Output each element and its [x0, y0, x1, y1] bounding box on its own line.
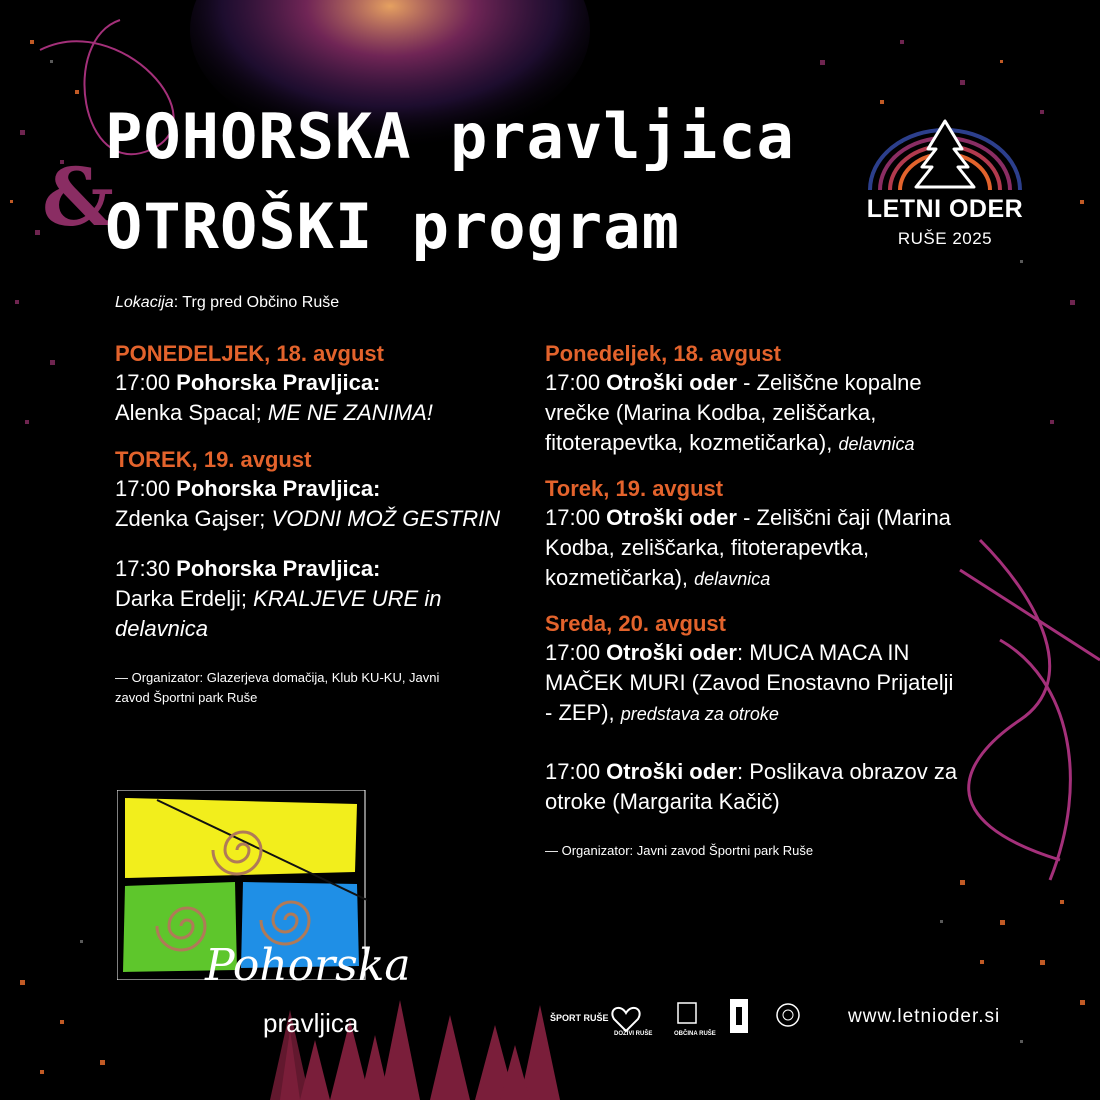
sponsor-obcina-ruse: OBČINA RUŠE — [674, 1031, 716, 1037]
forest-silhouette — [260, 990, 580, 1100]
entry-title: Pohorska Pravljica: — [176, 556, 381, 581]
entry-author: Alenka Spacal; — [115, 400, 268, 425]
day-block — [545, 475, 965, 594]
entry-title: Pohorska Pravljica: — [176, 476, 381, 501]
entry-work: ME NE ZANIMA! — [267, 400, 433, 425]
schedule-entry — [545, 368, 965, 459]
day-heading: Ponedeljek, 18. avgust — [545, 341, 781, 366]
schedule-entry — [545, 503, 965, 594]
emblem-icon — [777, 1004, 799, 1026]
day-heading: Torek, 19. avgust — [545, 476, 724, 501]
title-ampersand: & — [42, 150, 115, 244]
schedule-entry — [545, 638, 965, 729]
entry-note: delavnica — [694, 569, 771, 589]
entry-time: 17:30 — [115, 556, 177, 581]
entry-note: delavnica — [838, 434, 915, 454]
letni-oder-logo — [850, 115, 1040, 255]
entry-time: 17:00 — [115, 370, 177, 395]
day-block — [115, 340, 515, 428]
location — [115, 294, 339, 312]
entry-title: Otroški oder — [606, 640, 737, 665]
location-value: : Trg pred Občino Ruše — [173, 294, 340, 311]
organizer-left: — Organizator: Glazerjeva domačija, Klub KU-KU, Javni zavod Športni park Ruše — [115, 670, 440, 705]
pravljica-subtitle: pravljica — [263, 1008, 359, 1038]
tree-rainbow-icon — [850, 115, 1040, 195]
schedule-entry — [115, 474, 515, 534]
entry-time: 17:00 — [115, 476, 177, 501]
title-line-2: OTROŠKI program — [105, 190, 680, 263]
sponsor-dozivi-ruse: DOŽIVI RUŠE — [614, 1031, 653, 1037]
day-block — [545, 340, 965, 459]
pravljica-title: Pohorska — [205, 940, 411, 991]
entry-desc: - Zeliščne kopalne vrečke (Marina Kodba, zeliščarka, fitoterapevtka, kozmetičarka), — [545, 370, 922, 455]
sponsor-sport-ruse: ŠPORT RUŠE — [550, 1013, 609, 1023]
entry-work: VODNI MOŽ GESTRIN — [271, 506, 501, 531]
website-url[interactable]: www.letnioder.si — [848, 1006, 1001, 1027]
entry-author: Zdenka Gajser; — [115, 506, 272, 531]
entry-desc: : MUCA MACA IN MAČEK MURI (Zavod Enostavno Prijatelji - ZEP), — [545, 640, 954, 725]
day-block — [545, 610, 965, 817]
organizer-right: — Organizator: Javni zavod Športni park Ruše — [545, 843, 814, 858]
entry-author: Darka Erdelji; — [115, 586, 254, 611]
entry-time: 17:00 — [545, 370, 607, 395]
brand-name: LETNI ODER — [866, 195, 1024, 223]
entry-title: Pohorska Pravljica: — [176, 370, 381, 395]
entry-title: Otroški oder — [606, 370, 737, 395]
day-block — [115, 446, 515, 644]
schedule-entry — [115, 368, 515, 428]
entry-title: Otroški oder — [606, 759, 737, 784]
entry-time: 17:00 — [545, 505, 607, 530]
entry-desc: - Zeliščni čaji (Marina Kodba, zeliščarka, fitoterapevtka, kozmetičarka), — [545, 505, 951, 590]
location-label: Lokacija — [115, 294, 174, 311]
entry-time: 17:00 — [545, 759, 607, 784]
brand-subtitle: RUŠE 2025 — [897, 229, 993, 248]
title-line-1: POHORSKA pravljica — [105, 100, 795, 173]
heart-icon — [612, 1008, 639, 1031]
entry-time: 17:00 — [545, 640, 607, 665]
sponsor-logos — [548, 995, 818, 1040]
schedule-entry — [115, 554, 515, 644]
day-heading: PONEDELJEK, 18. avgust — [115, 341, 384, 366]
entry-work: KRALJEVE URE in delavnica — [115, 586, 442, 641]
crest-icon — [678, 1003, 696, 1023]
entry-title: Otroški oder — [606, 505, 737, 530]
entry-desc: : Poslikava obrazov za otroke (Margarita Kačič) — [545, 759, 958, 814]
day-heading: Sreda, 20. avgust — [545, 611, 726, 636]
entry-note: predstava za otroke — [620, 704, 779, 724]
schedule-left — [115, 340, 515, 708]
day-heading: TOREK, 19. avgust — [115, 447, 312, 472]
schedule-entry — [545, 757, 965, 817]
schedule-right — [545, 340, 965, 861]
